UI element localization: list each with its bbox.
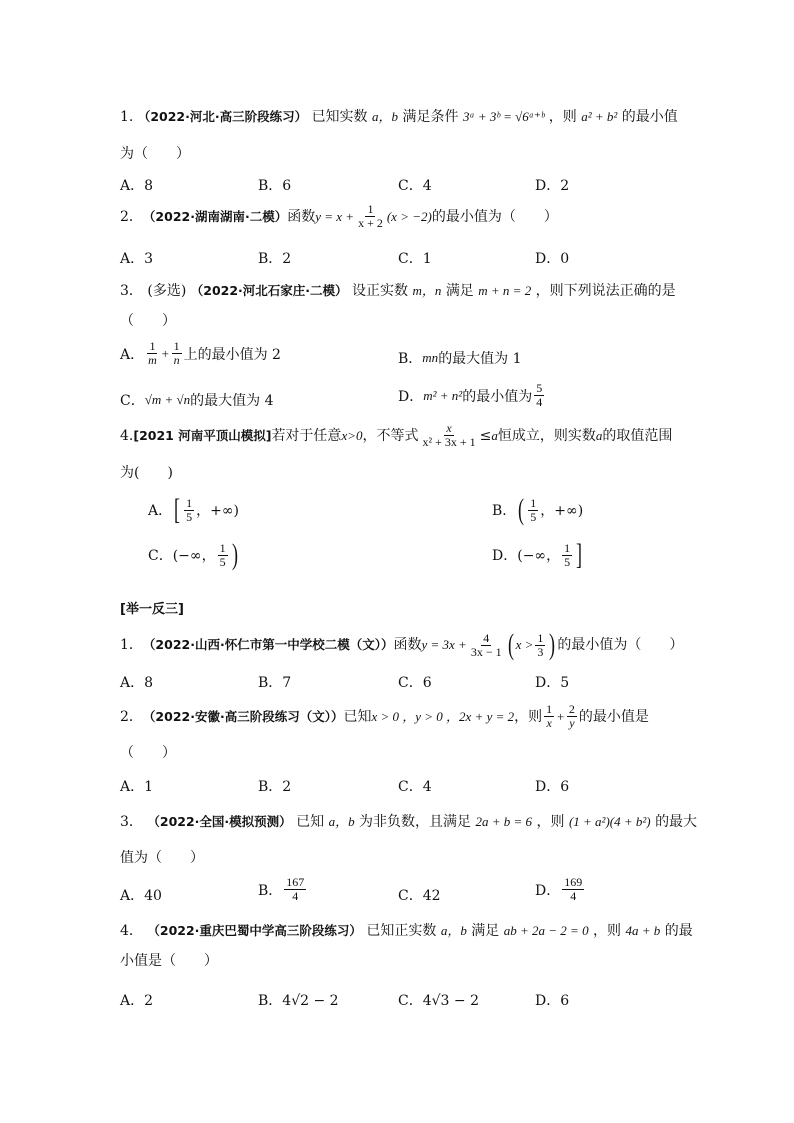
math-vars: a，b <box>440 923 467 938</box>
option-label: C． <box>120 393 145 409</box>
option-d <box>398 382 546 409</box>
math-expression: (1 + a²)(4 + b²) <box>568 814 651 829</box>
option-b: B．7 <box>258 675 292 691</box>
question-source: （2022·全国·模拟预测） <box>147 814 292 829</box>
question-text: ，则 <box>536 814 565 830</box>
option-label: A． <box>148 503 173 519</box>
option-text: 上的最小值为 2 <box>183 346 281 363</box>
option-a: A．3 <box>120 251 154 267</box>
p1-q1-line1 <box>120 108 678 126</box>
math-expression: y = 3x + <box>421 637 467 652</box>
question-source: （2022·河北·高三阶段练习） <box>137 109 308 124</box>
option-c: C．4 <box>398 178 432 194</box>
question-source: （2022·安徽·高三阶段练习（文）） <box>142 708 344 724</box>
option-d: D．0 <box>535 251 570 267</box>
question-text: ，则 <box>548 109 577 125</box>
p2-q1-line1: 1． （2022·山西·怀仁市第一中学校二模（文）） 函数 y = 3x + $\frac{4}{3x - 1}$ ( x > $\frac{1}{3}$ ) 的最小值为（ ） <box>120 628 684 661</box>
option-c <box>148 540 240 570</box>
p2-q2-line2: （ ） <box>120 745 176 761</box>
option-c: C．4 <box>398 779 432 795</box>
question-text: 满足 <box>471 923 500 939</box>
fraction-numerator: 167 <box>286 875 305 889</box>
question-number: 1. <box>120 109 134 125</box>
interval-right: ) <box>231 538 238 571</box>
question-text: 设正实数 <box>352 283 409 299</box>
option-b <box>258 876 308 903</box>
fraction-denominator: 4 <box>536 395 543 409</box>
option-a: A．40 <box>120 888 162 904</box>
question-text: 函数 <box>393 637 422 653</box>
option-c: C．4√3 − 2 <box>398 993 479 1009</box>
fraction <box>534 382 544 409</box>
p1-q2-line1 <box>120 203 558 230</box>
option-a: A．8 <box>120 675 154 691</box>
question-number: 2． <box>120 208 143 225</box>
option-d: D．6 <box>535 993 570 1009</box>
math-var: a <box>491 427 498 443</box>
question-text: 已知 <box>343 708 372 725</box>
question-text: 满足条件 <box>402 109 459 125</box>
fraction-numerator: 1 <box>546 702 553 716</box>
p2-q4-line1 <box>120 922 693 940</box>
question-text: 满足 <box>445 283 474 299</box>
math-condition: (x > −2) <box>386 208 432 224</box>
question-text: 为非负数，且满足 <box>359 814 472 830</box>
math-condition: x>0 <box>341 427 363 443</box>
option-c: C．1 <box>398 251 432 267</box>
fraction <box>284 876 306 903</box>
option-label: C． <box>148 548 173 564</box>
fraction: $\frac{1}{5}$ <box>564 540 571 569</box>
fraction-denominator: 3x − 1 <box>470 644 502 659</box>
math-vars: a，b <box>372 109 399 124</box>
question-text: 的取值范围 <box>602 427 673 444</box>
fraction-denominator: 4 <box>292 889 299 903</box>
question-text: 已知实数 <box>311 109 368 125</box>
interval-right: ，+∞) <box>540 503 584 519</box>
question-text: 若对于任意 <box>271 427 342 444</box>
fraction: $\frac{1}{5}$ <box>186 495 193 524</box>
option-c: C．42 <box>398 888 441 904</box>
option-a: A． $\frac{1}{m}$ + $\frac{1}{n}$ 上的最小值为 2 <box>120 339 281 367</box>
fraction: $\frac{1}{m}$ <box>148 339 157 367</box>
math-expression: y = x + <box>315 208 355 224</box>
question-text: 已知 <box>296 814 325 830</box>
option-text: 的最小值为 <box>462 388 533 405</box>
p1-q4-line2: 为( ) <box>120 465 173 481</box>
question-text: ，则下列说法正确的是 <box>535 283 676 299</box>
fraction: $\frac{1}{5}$ <box>530 495 537 524</box>
interval-left: (−∞， <box>172 548 216 564</box>
fraction: $\frac{1}{n}$ <box>173 339 180 367</box>
question-text: 恒成立，则实数 <box>497 427 596 444</box>
p2-q3-line2: 值为（ ） <box>120 850 204 866</box>
math-condition: x > 0 ，y > 0 ，2x + y = 2 <box>371 708 515 724</box>
question-text: 的最小值为（ ） <box>431 208 558 225</box>
math-expression: √m + √n <box>144 392 191 407</box>
fraction <box>544 703 554 730</box>
fraction-numerator: x <box>446 421 452 435</box>
fraction <box>356 203 385 230</box>
math-operator: ≤ <box>479 427 492 444</box>
question-type: (多选) <box>147 283 187 299</box>
question-source: [2021 河南平顶山模拟] <box>133 427 272 443</box>
option-b: B．2 <box>258 251 292 267</box>
option-d: D．6 <box>535 779 570 795</box>
question-text: 的最小值为（ ） <box>557 637 684 653</box>
interval-left: [ <box>174 493 181 526</box>
option-a: A．2 <box>120 993 154 1009</box>
fraction: $\frac{1}{5}$ <box>219 540 226 569</box>
fraction <box>562 876 584 903</box>
question-text: 的最大 <box>655 814 698 830</box>
fraction <box>567 703 577 730</box>
option-b <box>398 348 522 368</box>
question-text: 的最小值是 <box>578 708 649 725</box>
option-d: D．2 <box>535 178 570 194</box>
option-a: A．8 <box>120 178 154 194</box>
option-label: D． <box>535 882 561 899</box>
question-number: 3． <box>120 814 143 830</box>
fraction-numerator: 4 <box>483 630 490 645</box>
option-c <box>120 390 274 410</box>
math-condition: ab + 2a − 2 = 0 <box>503 923 589 938</box>
interval-right: ，+∞) <box>196 503 239 519</box>
fraction-denominator: y <box>569 716 575 730</box>
option-label: D． <box>398 388 424 405</box>
option-a <box>148 495 239 525</box>
option-b: B．6 <box>258 178 292 194</box>
fraction-numerator: 169 <box>564 875 583 889</box>
question-text: 已知正实数 <box>366 923 437 939</box>
option-label: D． <box>492 548 518 564</box>
interval-left: (−∞， <box>517 548 561 564</box>
p2-q2-line1: 2． （2022·安徽·高三阶段练习（文）） 已知 x > 0 ，y > 0 ，2x + y = 2 ，则 $\frac{1}{x}$ + $\frac{2}{y}$ 的最小值是 <box>120 702 649 730</box>
question-number: 4． <box>120 923 143 939</box>
question-text: 函数 <box>287 208 316 225</box>
fraction <box>420 422 477 449</box>
question-source: （2022·重庆巴蜀中学高三阶段练习） <box>147 923 362 938</box>
question-number: 2． <box>120 708 143 725</box>
question-number: 1． <box>120 637 143 653</box>
math-condition: 2a + b = 6 <box>475 814 533 829</box>
fraction-numerator: 1 <box>537 630 544 645</box>
math-expression: mn <box>422 350 439 365</box>
interval-left: ( <box>518 493 525 526</box>
option-a: A．1 <box>120 779 154 795</box>
math-expression: a² + b² <box>581 109 618 124</box>
fraction-numerator: 1 <box>367 202 374 216</box>
fraction <box>469 632 504 659</box>
fraction-denominator: x <box>546 716 552 730</box>
option-label: A． <box>120 346 145 363</box>
option-text: 的最大值为 4 <box>190 393 274 409</box>
option-text: 的最大值为 1 <box>438 351 522 367</box>
math-condition: m + n = 2 <box>478 283 532 298</box>
p1-q3-line2: （ ） <box>120 313 176 329</box>
interval-right: ] <box>576 538 583 571</box>
question-text: ，不等式 <box>362 427 419 444</box>
question-number: 4. <box>120 427 134 444</box>
option-label: B． <box>492 503 517 519</box>
question-text: 的最 <box>664 923 693 939</box>
question-text: ，则 <box>514 708 543 725</box>
p1-q1-line2: 为（ ） <box>120 146 190 162</box>
p2-q4-line2: 小值是（ ） <box>120 953 218 969</box>
option-label: B． <box>398 351 423 367</box>
question-text: 的最小值 <box>621 109 678 125</box>
math-condition: x > <box>515 637 534 652</box>
p1-q3-line1 <box>120 282 676 300</box>
fraction-denominator: 4 <box>570 889 577 903</box>
fraction-denominator: 3 <box>537 644 544 659</box>
option-d <box>535 876 586 903</box>
question-source: （2022·河北石家庄·二模） <box>190 283 348 298</box>
fraction-numerator: 5 <box>536 381 543 395</box>
option-b: B．4√2 − 2 <box>258 993 339 1009</box>
math-vars: a，b <box>328 814 355 829</box>
option-c: C．6 <box>398 675 432 691</box>
math-vars: m，n <box>412 283 442 298</box>
fraction-denominator: x + 2 <box>358 216 383 230</box>
p1-q4-line1 <box>120 422 672 449</box>
question-source: （2022·山西·怀仁市第一中学校二模（文）） <box>142 637 394 652</box>
option-d <box>492 540 584 570</box>
question-number: 3． <box>120 283 143 299</box>
option-label: B． <box>258 882 283 899</box>
option-b <box>492 495 583 525</box>
question-text: ，则 <box>593 923 622 939</box>
question-source: （2022·湖南湖南·二模） <box>142 208 288 224</box>
option-b: B．2 <box>258 779 292 795</box>
fraction-numerator: 2 <box>568 702 575 716</box>
p2-q3-line1 <box>120 813 697 831</box>
math-condition: 3ᵃ + 3ᵇ = √6ᵃ⁺ᵇ <box>462 109 545 124</box>
section-title: [举一反三] <box>120 602 184 617</box>
option-d: D．5 <box>535 675 570 691</box>
math-expression: 4a + b <box>625 923 661 938</box>
math-var: a <box>595 427 603 443</box>
math-expression: m² + n² <box>423 387 463 403</box>
fraction-denominator: x² + 3x + 1 <box>422 435 476 449</box>
fraction <box>535 632 545 659</box>
